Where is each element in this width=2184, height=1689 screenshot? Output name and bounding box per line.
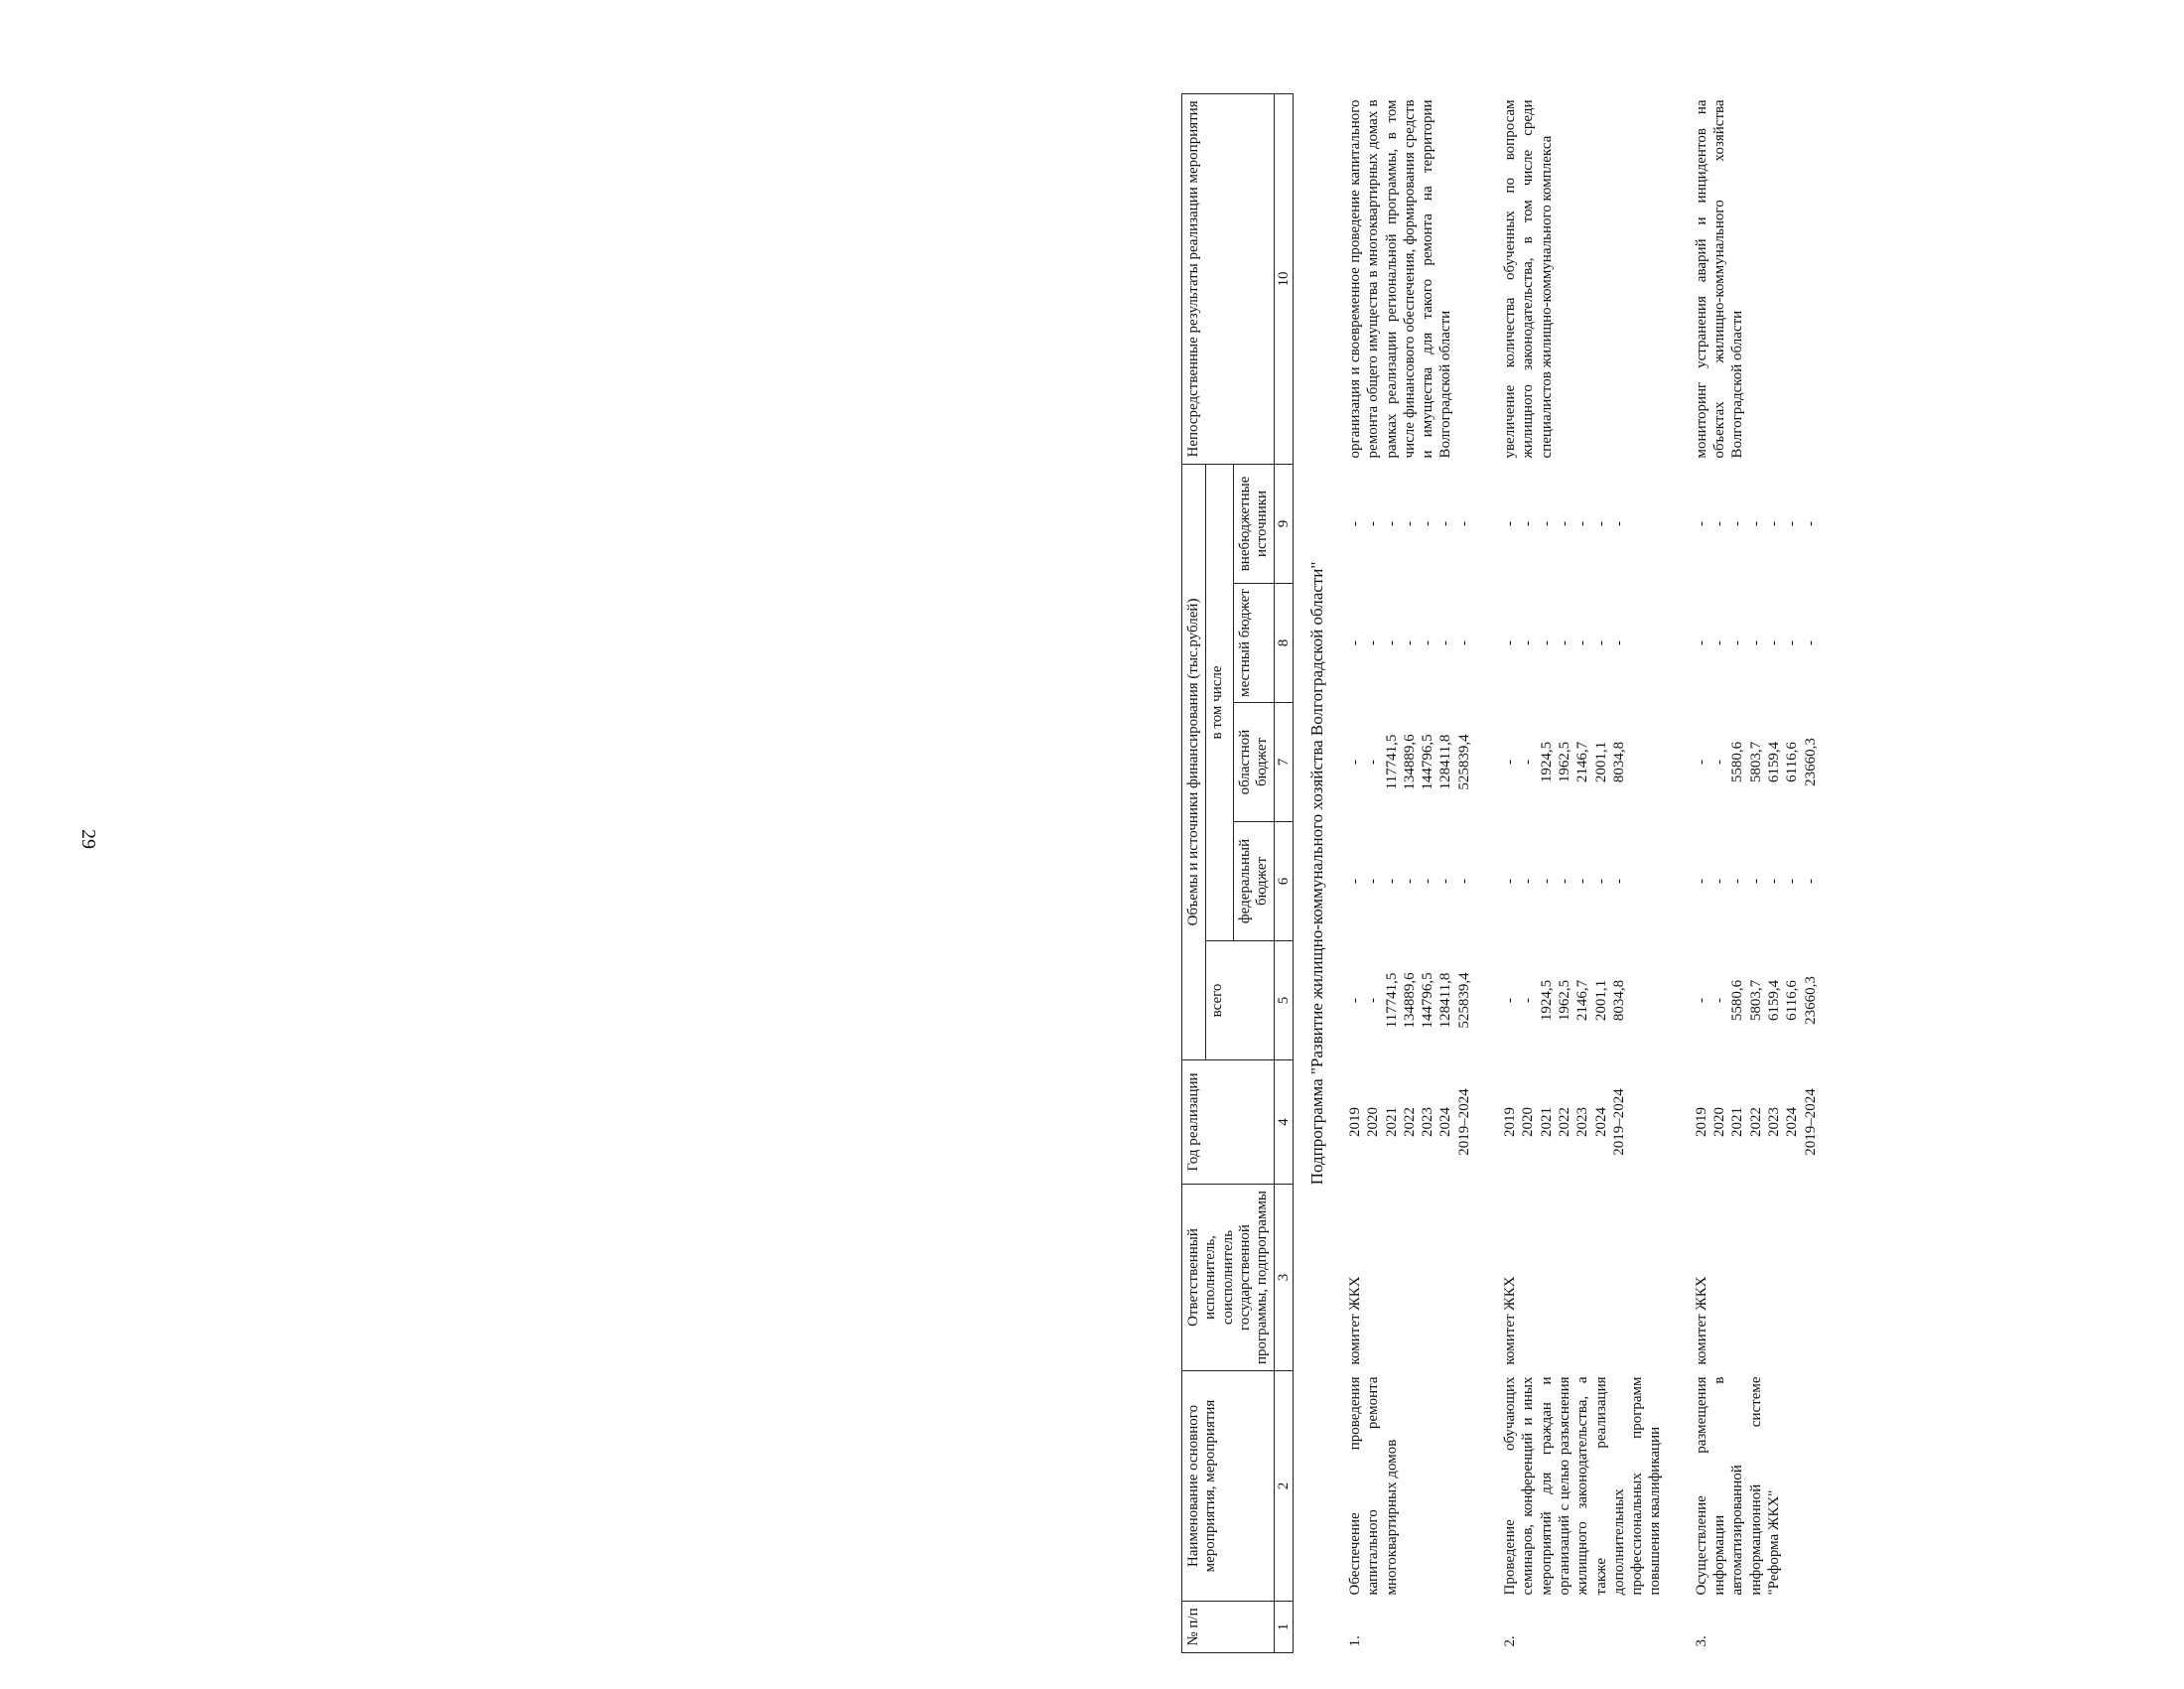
extra-value: -	[1747, 520, 1764, 526]
years-value: 2024	[1784, 1107, 1801, 1137]
federal-value: -	[1784, 879, 1801, 884]
regional-value: 117741,5	[1383, 734, 1400, 790]
years-value: 2022	[1747, 1107, 1764, 1137]
years-value: 2024	[1592, 1107, 1609, 1137]
regional-value: 5803,7	[1747, 741, 1764, 783]
years-value: 2022	[1401, 1107, 1418, 1137]
federal-value: -	[1455, 879, 1472, 884]
federal-value: -	[1420, 879, 1436, 884]
total-value: 525839,4	[1455, 972, 1472, 1029]
regional-value: -	[1346, 760, 1363, 765]
column-number: 8	[1275, 584, 1294, 703]
regional-value: 1962,5	[1556, 741, 1572, 783]
cell-federal	[1499, 822, 1691, 941]
local-value: -	[1502, 640, 1519, 645]
regional-value: 2001,1	[1592, 741, 1609, 783]
regional-value: 23660,3	[1802, 738, 1819, 786]
years-value: 2022	[1556, 1107, 1572, 1137]
years-value: 2023	[1420, 1107, 1436, 1137]
years-value: 2019	[1346, 1107, 1363, 1137]
header-year: Год реализации	[1182, 1060, 1275, 1185]
extra-value: -	[1592, 520, 1609, 526]
table-row	[1499, 93, 1691, 1652]
years-value: 2020	[1520, 1107, 1537, 1137]
cell-regional	[1691, 703, 1822, 822]
local-value: -	[1592, 640, 1609, 645]
column-number: 3	[1275, 1185, 1294, 1371]
total-value: 2001,1	[1592, 979, 1609, 1022]
local-value: -	[1574, 640, 1591, 645]
total-value: -	[1520, 998, 1537, 1003]
cell-local	[1344, 584, 1499, 703]
extra-value: -	[1711, 520, 1728, 526]
column-number: 4	[1275, 1060, 1294, 1185]
column-number: 9	[1275, 464, 1294, 583]
extra-value: -	[1455, 520, 1472, 526]
header-results: Непосредственные результаты реализации мероприятия	[1182, 93, 1275, 464]
funding-table	[1181, 93, 1822, 1653]
result-text: увеличение количества обученных по вопросам жилищного законодательства, в том числе среди специалистов жилищно-коммунального комплекса	[1502, 99, 1555, 459]
regional-value: 144796,5	[1420, 734, 1436, 790]
total-value: -	[1711, 998, 1728, 1003]
total-value: 5803,7	[1747, 979, 1764, 1022]
federal-value: -	[1610, 879, 1627, 884]
result-text: мониторинг устранения аварий и инцидентов на объектах жилищно-коммунального хозяйства Волгоградской области	[1693, 99, 1746, 459]
total-value: 2146,7	[1574, 979, 1591, 1022]
total-value: -	[1502, 998, 1519, 1003]
total-value: 134889,6	[1401, 972, 1418, 1029]
row-number: 1.	[1346, 1635, 1363, 1647]
column-number: 1	[1275, 1602, 1294, 1653]
column-number: 7	[1275, 703, 1294, 822]
extra-value: -	[1693, 520, 1709, 526]
header-total: всего	[1206, 941, 1275, 1060]
years-value: 2021	[1538, 1107, 1555, 1137]
header-extra: внебюджетные источники	[1233, 464, 1275, 583]
row-number: 3.	[1693, 1635, 1709, 1647]
cell-local	[1499, 584, 1691, 703]
header-federal: федеральный бюджет	[1233, 822, 1275, 941]
cell-local	[1691, 584, 1822, 703]
federal-value: -	[1693, 879, 1709, 884]
header-regional: областной бюджет	[1233, 703, 1275, 822]
regional-value: 8034,8	[1610, 741, 1627, 783]
cell-extra	[1499, 464, 1691, 583]
cell-regional	[1499, 703, 1691, 822]
federal-value: -	[1802, 879, 1819, 884]
column-number: 6	[1275, 822, 1294, 941]
cell-total	[1691, 941, 1822, 1060]
total-value: -	[1346, 998, 1363, 1003]
cell-total	[1344, 941, 1499, 1060]
extra-value: -	[1729, 520, 1746, 526]
years-value: 2019	[1502, 1107, 1519, 1137]
extra-value: -	[1401, 520, 1418, 526]
extra-value: -	[1556, 520, 1572, 526]
extra-value: -	[1420, 520, 1436, 526]
cell-years	[1499, 1060, 1691, 1185]
column-number-row	[1275, 93, 1294, 1652]
regional-value: 6116,6	[1784, 742, 1801, 782]
column-number: 10	[1275, 93, 1294, 464]
extra-value: -	[1765, 520, 1782, 526]
regional-value: 2146,7	[1574, 741, 1591, 783]
local-value: -	[1802, 640, 1819, 645]
federal-value: -	[1729, 879, 1746, 884]
total-value: 117741,5	[1383, 972, 1400, 1029]
years-value: 2019	[1693, 1107, 1709, 1137]
total-value: 128411,8	[1437, 972, 1454, 1029]
years-value: 2024	[1437, 1107, 1454, 1137]
regional-value: 6159,4	[1765, 741, 1782, 783]
total-value: 5580,6	[1729, 979, 1746, 1022]
local-value: -	[1365, 640, 1382, 645]
years-value: 2019–2024	[1610, 1088, 1627, 1156]
federal-value: -	[1556, 879, 1572, 884]
extra-value: -	[1383, 520, 1400, 526]
local-value: -	[1784, 640, 1801, 645]
federal-value: -	[1592, 879, 1609, 884]
federal-value: -	[1346, 879, 1363, 884]
executor: комитет ЖКХ	[1346, 1276, 1363, 1365]
local-value: -	[1401, 640, 1418, 645]
local-value: -	[1455, 640, 1472, 645]
local-value: -	[1610, 640, 1627, 645]
total-value: 144796,5	[1420, 972, 1436, 1029]
extra-value: -	[1365, 520, 1382, 526]
federal-value: -	[1502, 879, 1519, 884]
extra-value: -	[1502, 520, 1519, 526]
header-including: в том числе	[1206, 464, 1234, 940]
regional-value: 128411,8	[1437, 734, 1454, 790]
years-value: 2023	[1765, 1107, 1782, 1137]
local-value: -	[1747, 640, 1764, 645]
measure-name: Обеспечение проведения капитального ремонта многоквартирных домов	[1346, 1376, 1400, 1596]
federal-value: -	[1365, 879, 1382, 884]
years-value: 2020	[1365, 1107, 1382, 1137]
cell-years	[1691, 1060, 1822, 1185]
executor: комитет ЖКХ	[1693, 1276, 1709, 1365]
regional-value: -	[1693, 760, 1709, 765]
years-value: 2021	[1729, 1107, 1746, 1137]
local-value: -	[1520, 640, 1537, 645]
federal-value: -	[1747, 879, 1764, 884]
row-number: 2.	[1502, 1635, 1519, 1647]
cell-extra	[1691, 464, 1822, 583]
total-value: -	[1365, 998, 1382, 1003]
header-executor: Ответственный исполнитель, соисполнитель государственной программы, подпрограммы	[1182, 1185, 1275, 1371]
header-local: местный бюджет	[1233, 584, 1275, 703]
federal-value: -	[1574, 879, 1591, 884]
extra-value: -	[1802, 520, 1819, 526]
years-value: 2023	[1574, 1107, 1591, 1137]
cell-federal	[1691, 822, 1822, 941]
years-value: 2019–2024	[1455, 1088, 1472, 1156]
regional-value: -	[1502, 760, 1519, 765]
total-value: -	[1693, 998, 1709, 1003]
local-value: -	[1556, 640, 1572, 645]
local-value: -	[1711, 640, 1728, 645]
total-value: 6116,6	[1784, 980, 1801, 1021]
federal-value: -	[1437, 879, 1454, 884]
header-funding: Объемы и источники финансирования (тыс.рублей)	[1182, 464, 1206, 1059]
extra-value: -	[1610, 520, 1627, 526]
extra-value: -	[1574, 520, 1591, 526]
local-value: -	[1437, 640, 1454, 645]
rotated-table-sheet	[1181, 94, 2184, 1653]
header-name: Наименование основного мероприятия, мероприятия	[1182, 1371, 1275, 1602]
regional-value: -	[1711, 760, 1728, 765]
regional-value: 525839,4	[1455, 734, 1472, 790]
federal-value: -	[1765, 879, 1782, 884]
cell-federal	[1344, 822, 1499, 941]
total-value: 23660,3	[1802, 976, 1819, 1025]
cell-extra	[1344, 464, 1499, 583]
local-value: -	[1693, 640, 1709, 645]
extra-value: -	[1437, 520, 1454, 526]
local-value: -	[1538, 640, 1555, 645]
federal-value: -	[1401, 879, 1418, 884]
extra-value: -	[1784, 520, 1801, 526]
regional-value: -	[1365, 760, 1382, 765]
total-value: 1924,5	[1538, 979, 1555, 1022]
header-no: № п/п	[1182, 1602, 1275, 1653]
local-value: -	[1729, 640, 1746, 645]
years-value: 2019–2024	[1802, 1088, 1819, 1156]
regional-value: 134889,6	[1401, 734, 1418, 790]
page-number: 29	[77, 829, 99, 849]
federal-value: -	[1538, 879, 1555, 884]
extra-value: -	[1520, 520, 1537, 526]
local-value: -	[1383, 640, 1400, 645]
total-value: 6159,4	[1765, 979, 1782, 1022]
federal-value: -	[1711, 879, 1728, 884]
local-value: -	[1346, 640, 1363, 645]
years-value: 2020	[1711, 1107, 1728, 1137]
column-number: 2	[1275, 1371, 1294, 1602]
extra-value: -	[1538, 520, 1555, 526]
regional-value: -	[1520, 760, 1537, 765]
cell-total	[1499, 941, 1691, 1060]
total-value: 1962,5	[1556, 979, 1572, 1022]
years-value: 2021	[1383, 1107, 1400, 1137]
local-value: -	[1420, 640, 1436, 645]
total-value: 8034,8	[1610, 979, 1627, 1022]
local-value: -	[1765, 640, 1782, 645]
column-number: 5	[1275, 941, 1294, 1060]
executor: комитет ЖКХ	[1502, 1276, 1519, 1365]
federal-value: -	[1520, 879, 1537, 884]
regional-value: 5580,6	[1729, 741, 1746, 783]
cell-regional	[1344, 703, 1499, 822]
federal-value: -	[1383, 879, 1400, 884]
cell-years	[1344, 1060, 1499, 1185]
measure-name: Проведение обучающих семинаров, конференций и иных мероприятий для граждан и организаций с целью разъяснения жилищного законодательства, а также реализация дополнительных профессиональных программ повышения квалификации	[1502, 1376, 1664, 1596]
measure-name: Осуществление размещения информации в автоматизированной информационной системе "Реформа ЖКХ"	[1693, 1376, 1782, 1596]
subprogram-title: Подпрограмма "Развитие жилищно-коммунального хозяйства Волгоградской области"	[1307, 561, 1327, 1186]
table-row	[1691, 93, 1822, 1652]
regional-value: 1924,5	[1538, 741, 1555, 783]
result-text: организация и своевременное проведение капитального ремонта общего имущества в многоквартирных домах в рамках реализации региональной программы, в том числе финансового обеспечения, формирования средств и имущества для такого ремонта на территории Волгоградской области	[1346, 99, 1454, 459]
table-row	[1344, 93, 1499, 1652]
extra-value: -	[1346, 520, 1363, 526]
